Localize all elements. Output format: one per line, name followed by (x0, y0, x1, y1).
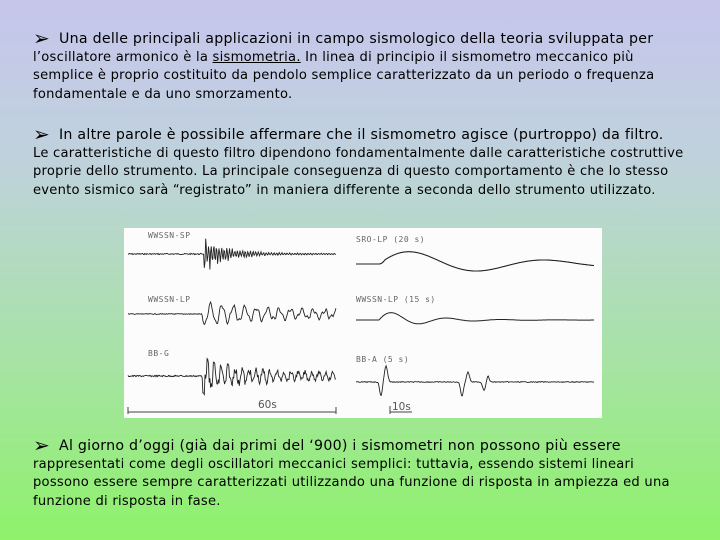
scale-label-10s: 10s (392, 401, 411, 413)
trace-bb-g (128, 359, 336, 395)
scale-label-60s: 60s (258, 399, 277, 411)
paragraph-3-text: rappresentati come degli oscillatori meccanici semplici: tuttavia, essendo sistemi lineari possono essere sempre caratterizzati utilizzando una funzione di risposta in ampiezza ed una funzione di risposta in fase. (33, 456, 670, 509)
sismometria-term: sismometria. (212, 49, 301, 65)
trace-wwssn-lp (128, 302, 336, 324)
arrow-bullet-icon: ➢ (33, 26, 51, 50)
arrow-bullet-icon: ➢ (33, 122, 51, 146)
seismogram-svg (124, 228, 602, 418)
paragraph-1-text-a: l’oscillatore armonico è la (33, 49, 213, 65)
paragraph-2-lead: In altre parole è possibile affermare che il sismometro agisce (purtroppo) da filtro. (59, 127, 664, 143)
trace-bb-a (356, 366, 594, 396)
trace-label-wwssn-lp: WWSSN-LP (148, 295, 191, 304)
paragraph-2 (33, 122, 693, 200)
paragraph-1 (33, 26, 693, 104)
trace-wwssn-sp (128, 239, 336, 270)
paragraph-1-lead: Una delle principali applicazioni in campo sismologico della teoria sviluppata per (59, 31, 654, 47)
trace-sro-lp (356, 252, 594, 271)
trace-wwssn-lp-15 (356, 313, 594, 324)
trace-label-bb-g: BB-G (148, 349, 170, 358)
trace-label-wwssn-lp-15: WWSSN-LP (15 s) (356, 295, 436, 304)
paragraph-2-text: Le caratteristiche di questo filtro dipendono fondamentalmente dalle caratteristiche costruttive proprie dello strumento. La principale conseguenza di questo comportamento è che lo stesso evento sismico sarà “registrato” in maniera differente a seconda dello strumento utilizzato. (33, 145, 684, 198)
seismogram-figure (124, 228, 602, 418)
trace-label-sro-lp: SRO-LP (20 s) (356, 235, 426, 244)
trace-label-bb-a: BB-A (5 s) (356, 355, 410, 364)
trace-label-wwssn-sp: WWSSN-SP (148, 231, 191, 240)
paragraph-3 (33, 433, 693, 511)
arrow-bullet-icon: ➢ (33, 433, 51, 457)
paragraph-1-text-b: In linea di principio il sismometro meccanico più semplice è proprio costituito da pendolo semplice caratterizzato da un periodo o frequenza fondamentale e da uno smorzamento. (33, 49, 655, 102)
paragraph-3-lead: Al giorno d’oggi (già dai primi del ‘900) i sismometri non possono più essere (59, 438, 621, 454)
